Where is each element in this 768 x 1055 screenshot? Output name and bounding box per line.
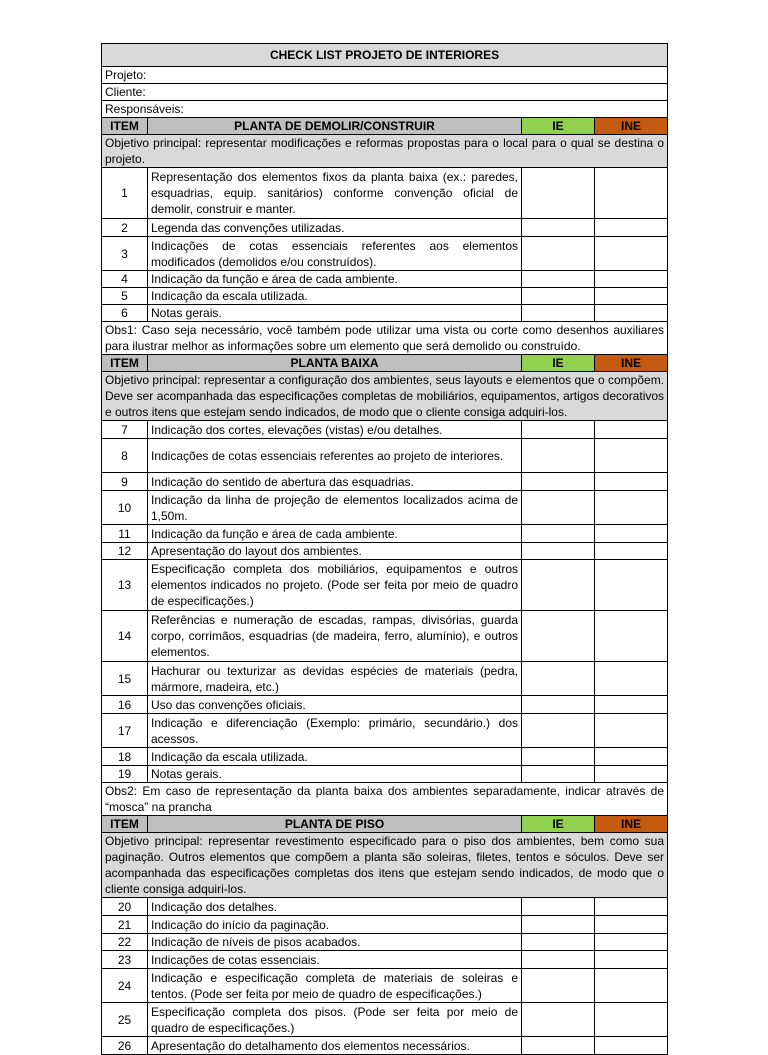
- ie-check-cell[interactable]: [522, 748, 595, 766]
- item-column-header: ITEM: [102, 118, 148, 135]
- item-description: Indicação e diferenciação (Exemplo: primário, secundário.) dos acessos.: [148, 714, 522, 748]
- item-number: 25: [102, 1003, 148, 1037]
- item-number: 10: [102, 491, 148, 525]
- item-number: 2: [102, 219, 148, 237]
- ine-check-cell[interactable]: [595, 491, 668, 525]
- item-number: 4: [102, 271, 148, 288]
- ine-check-cell[interactable]: [595, 662, 668, 696]
- checklist-item-row: [102, 951, 668, 969]
- item-description: Apresentação do layout dos ambientes.: [148, 543, 522, 560]
- section-header-row: [102, 355, 668, 372]
- responsibles-field-label: Responsáveis:: [102, 101, 668, 118]
- checklist-item-row: [102, 934, 668, 951]
- ie-check-cell[interactable]: [522, 543, 595, 560]
- ine-check-cell[interactable]: [595, 898, 668, 916]
- item-description: Especificação completa dos mobiliários, equipamentos e outros elementos indicados no projeto. (Pode ser feita por meio de quadro de especificações.): [148, 560, 522, 611]
- ine-column-header: INE: [595, 118, 668, 135]
- ine-check-cell[interactable]: [595, 305, 668, 322]
- checklist-item-row: [102, 237, 668, 271]
- ine-check-cell[interactable]: [595, 1037, 668, 1055]
- ine-check-cell[interactable]: [595, 421, 668, 439]
- item-number: 1: [102, 168, 148, 219]
- item-column-header: ITEM: [102, 816, 148, 833]
- item-description: Apresentação do detalhamento dos elementos necessários.: [148, 1037, 522, 1055]
- section-objective-row: [102, 833, 668, 898]
- item-number: 15: [102, 662, 148, 696]
- ine-check-cell[interactable]: [595, 237, 668, 271]
- checklist-item-row: [102, 1003, 668, 1037]
- checklist-item-row: [102, 525, 668, 543]
- ie-check-cell[interactable]: [522, 288, 595, 305]
- ine-check-cell[interactable]: [595, 714, 668, 748]
- checklist-item-row: [102, 543, 668, 560]
- section-title: PLANTA DE DEMOLIR/CONSTRUIR: [148, 118, 522, 135]
- item-description: Notas gerais.: [148, 766, 522, 783]
- ie-check-cell[interactable]: [522, 560, 595, 611]
- item-description: Uso das convenções oficiais.: [148, 696, 522, 714]
- project-row: [102, 67, 668, 84]
- checklist-item-row: [102, 696, 668, 714]
- item-description: Indicação da função e área de cada ambiente.: [148, 525, 522, 543]
- item-number: 3: [102, 237, 148, 271]
- ie-check-cell[interactable]: [522, 271, 595, 288]
- section-observation-row: [102, 783, 668, 816]
- ine-check-cell[interactable]: [595, 271, 668, 288]
- section-objective-row: [102, 135, 668, 168]
- ie-check-cell[interactable]: [522, 766, 595, 783]
- item-description: Indicação da linha de projeção de elementos localizados acima de 1,50m.: [148, 491, 522, 525]
- page-title: CHECK LIST PROJETO DE INTERIORES: [102, 44, 668, 67]
- item-description: Referências e numeração de escadas, rampas, divisórias, guarda corpo, corrimãos, esquadrias (de madeira, ferro, alumínio), e outros elementos.: [148, 611, 522, 662]
- item-number: 26: [102, 1037, 148, 1055]
- item-number: 20: [102, 898, 148, 916]
- item-number: 23: [102, 951, 148, 969]
- item-description: Indicações de cotas essenciais referentes aos elementos modificados (demolidos e/ou construídos).: [148, 237, 522, 271]
- client-row: [102, 84, 668, 101]
- client-field-label: Cliente:: [102, 84, 668, 101]
- project-field-label: Projeto:: [102, 67, 668, 84]
- item-description: Indicações de cotas essenciais referentes ao projeto de interiores.: [148, 439, 522, 473]
- ie-check-cell[interactable]: [522, 1003, 595, 1037]
- item-number: 22: [102, 934, 148, 951]
- ie-check-cell[interactable]: [522, 714, 595, 748]
- item-number: 19: [102, 766, 148, 783]
- ine-check-cell[interactable]: [595, 1003, 668, 1037]
- ine-check-cell[interactable]: [595, 934, 668, 951]
- checklist-item-row: [102, 969, 668, 1003]
- checklist-item-row: [102, 662, 668, 696]
- item-description: Indicação e especificação completa de materiais de soleiras e tentos. (Pode ser feita por meio de quadro de especificações.): [148, 969, 522, 1003]
- ie-check-cell[interactable]: [522, 219, 595, 237]
- ie-check-cell[interactable]: [522, 491, 595, 525]
- ine-check-cell[interactable]: [595, 969, 668, 1003]
- ie-check-cell[interactable]: [522, 237, 595, 271]
- item-description: Legenda das convenções utilizadas.: [148, 219, 522, 237]
- checklist-item-row: [102, 748, 668, 766]
- checklist-item-row: [102, 271, 668, 288]
- ine-check-cell[interactable]: [595, 951, 668, 969]
- item-column-header: ITEM: [102, 355, 148, 372]
- ie-check-cell[interactable]: [522, 969, 595, 1003]
- ie-check-cell[interactable]: [522, 421, 595, 439]
- item-number: 12: [102, 543, 148, 560]
- ie-check-cell[interactable]: [522, 951, 595, 969]
- section-observation: Obs1: Caso seja necessário, você também pode utilizar uma vista ou corte como desenhos auxiliares para ilustrar melhor as informações sobre um elemento que será demolido ou construído.: [102, 322, 668, 355]
- ine-check-cell[interactable]: [595, 525, 668, 543]
- ine-check-cell[interactable]: [595, 543, 668, 560]
- ine-check-cell[interactable]: [595, 560, 668, 611]
- checklist-item-row: [102, 219, 668, 237]
- item-number: 9: [102, 473, 148, 491]
- item-number: 7: [102, 421, 148, 439]
- ine-column-header: INE: [595, 816, 668, 833]
- ine-check-cell[interactable]: [595, 748, 668, 766]
- ine-check-cell[interactable]: [595, 916, 668, 934]
- ie-column-header: IE: [522, 118, 595, 135]
- item-description: Representação dos elementos fixos da planta baixa (ex.: paredes, esquadrias, equip. sanitários) conforme convenção oficial de demolir, construir e manter.: [148, 168, 522, 219]
- item-description: Indicação de níveis de pisos acabados.: [148, 934, 522, 951]
- item-description: Indicações de cotas essenciais.: [148, 951, 522, 969]
- section-objective: Objetivo principal: representar a configuração dos ambientes, seus layouts e elementos que o compõem. Deve ser acompanhada das especificações completas de mobiliários, equipamentos, artigos decorativos e outros itens que estejam sendo indicados, de modo que o cliente consiga adquiri-los.: [102, 372, 668, 421]
- ie-check-cell[interactable]: [522, 611, 595, 662]
- ie-check-cell[interactable]: [522, 898, 595, 916]
- title-row: [102, 44, 668, 67]
- item-description: Indicação da função e área de cada ambiente.: [148, 271, 522, 288]
- item-description: Indicação da escala utilizada.: [148, 748, 522, 766]
- item-number: 21: [102, 916, 148, 934]
- checklist-item-row: [102, 611, 668, 662]
- section-observation-row: [102, 322, 668, 355]
- ie-check-cell[interactable]: [522, 696, 595, 714]
- checklist-item-row: [102, 439, 668, 473]
- checklist-item-row: [102, 288, 668, 305]
- checklist-item-row: [102, 473, 668, 491]
- checklist-item-row: [102, 305, 668, 322]
- section-title: PLANTA DE PISO: [148, 816, 522, 833]
- item-description: Indicação dos detalhes.: [148, 898, 522, 916]
- item-number: 5: [102, 288, 148, 305]
- section-objective-row: [102, 372, 668, 421]
- ine-check-cell[interactable]: [595, 473, 668, 491]
- ine-column-header: INE: [595, 355, 668, 372]
- ie-check-cell[interactable]: [522, 916, 595, 934]
- ie-check-cell[interactable]: [522, 662, 595, 696]
- checklist-item-row: [102, 916, 668, 934]
- ine-check-cell[interactable]: [595, 696, 668, 714]
- checklist-item-row: [102, 560, 668, 611]
- ie-column-header: IE: [522, 355, 595, 372]
- checklist-item-row: [102, 766, 668, 783]
- checklist-item-row: [102, 491, 668, 525]
- item-number: 6: [102, 305, 148, 322]
- responsibles-row: [102, 101, 668, 118]
- ie-check-cell[interactable]: [522, 525, 595, 543]
- ine-check-cell[interactable]: [595, 288, 668, 305]
- item-number: 11: [102, 525, 148, 543]
- ie-check-cell[interactable]: [522, 934, 595, 951]
- section-objective: Objetivo principal: representar revestimento especificado para o piso dos ambientes, bem como sua paginação. Outros elementos que compõem a planta são soleiras, filetes, tentos e sóculos. Deve ser acompanhada das especificações completas dos itens que estejam sendo indicados, de modo que o cliente consiga adquiri-los.: [102, 833, 668, 898]
- ine-check-cell[interactable]: [595, 439, 668, 473]
- ie-check-cell[interactable]: [522, 305, 595, 322]
- item-description: Especificação completa dos pisos. (Pode ser feita por meio de quadro de especificações.): [148, 1003, 522, 1037]
- section-title: PLANTA BAIXA: [148, 355, 522, 372]
- ine-check-cell[interactable]: [595, 168, 668, 219]
- ie-check-cell[interactable]: [522, 473, 595, 491]
- item-description: Indicação do sentido de abertura das esquadrias.: [148, 473, 522, 491]
- ine-check-cell[interactable]: [595, 766, 668, 783]
- item-description: Indicação do início da paginação.: [148, 916, 522, 934]
- item-number: 18: [102, 748, 148, 766]
- item-number: 24: [102, 969, 148, 1003]
- ie-column-header: IE: [522, 816, 595, 833]
- item-number: 13: [102, 560, 148, 611]
- ie-check-cell[interactable]: [522, 439, 595, 473]
- checklist-item-row: [102, 898, 668, 916]
- checklist-item-row: [102, 714, 668, 748]
- item-description: Indicação dos cortes, elevações (vistas) e/ou detalhes.: [148, 421, 522, 439]
- item-number: 16: [102, 696, 148, 714]
- checklist-item-row: [102, 1037, 668, 1055]
- ine-check-cell[interactable]: [595, 219, 668, 237]
- section-observation: Obs2: Em caso de representação da planta baixa dos ambientes separadamente, indicar através de “mosca” na prancha: [102, 783, 668, 816]
- item-number: 14: [102, 611, 148, 662]
- item-number: 8: [102, 439, 148, 473]
- item-number: 17: [102, 714, 148, 748]
- section-header-row: [102, 816, 668, 833]
- ie-check-cell[interactable]: [522, 1037, 595, 1055]
- section-header-row: [102, 118, 668, 135]
- checklist-table: [101, 43, 668, 1055]
- item-description: Notas gerais.: [148, 305, 522, 322]
- item-description: Indicação da escala utilizada.: [148, 288, 522, 305]
- item-description: Hachurar ou texturizar as devidas espécies de materiais (pedra, mármore, madeira, etc.): [148, 662, 522, 696]
- checklist-item-row: [102, 421, 668, 439]
- checklist-item-row: [102, 168, 668, 219]
- section-objective: Objetivo principal: representar modificações e reformas propostas para o local para o qual se destina o projeto.: [102, 135, 668, 168]
- ine-check-cell[interactable]: [595, 611, 668, 662]
- ie-check-cell[interactable]: [522, 168, 595, 219]
